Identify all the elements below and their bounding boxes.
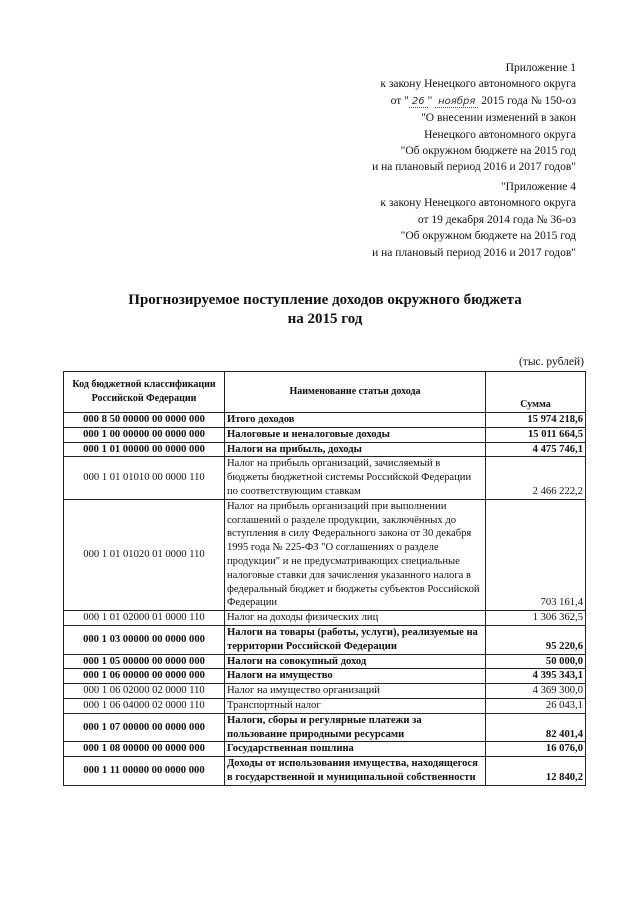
revenue-table — [63, 371, 586, 786]
units-label: (тыс. рублей) — [518, 356, 584, 368]
header-name: Наименование статьи дохода — [225, 372, 486, 413]
title-line: Прогнозируемое поступление доходов окружного бюджета — [128, 292, 522, 308]
name-cell: Государственная пошлина — [225, 742, 486, 757]
name-cell: Налог на имущество организаций — [225, 684, 486, 699]
sum-cell: 4 475 746,1 — [486, 442, 586, 457]
code-cell: 000 1 01 01010 00 0000 110 — [64, 457, 225, 499]
title-line: на 2015 год — [287, 311, 363, 327]
table-row — [64, 713, 586, 742]
code-cell: 000 1 06 04000 02 0000 110 — [64, 698, 225, 713]
handwritten-day: 26 — [409, 96, 428, 108]
header-line: "Об окружном бюджете на 2015 год — [400, 145, 576, 158]
sum-cell: 2 466 222,2 — [486, 457, 586, 499]
header-line: "О внесении изменений в закон — [421, 112, 576, 125]
table-row — [64, 499, 586, 610]
sum-cell: 1 306 362,5 — [486, 611, 586, 626]
header-line: от 19 декабря 2014 года № 36-оз — [417, 213, 576, 226]
header-line: к закону Ненецкого автономного округа — [380, 78, 576, 91]
appendix-1-header — [372, 60, 576, 176]
name-cell: Налог на прибыль организаций при выполнении соглашений о разделе продукции, заключённых до вступления в силу Федерального закона от 30 декабря 1995 года № 225-ФЗ "О соглашениях о разделе продукции" и не предусматривающих специальные налоговые ставки для зачисления указанного налога в федеральный бюджет и бюджеты субъектов Российской Федерации — [225, 499, 486, 610]
table-row — [64, 413, 586, 428]
header-date-line — [372, 93, 576, 110]
name-cell: Налоги на товары (работы, услуги), реализуемые на территории Российской Федерации — [225, 625, 486, 654]
table-row — [64, 742, 586, 757]
code-cell: 000 1 01 02000 01 0000 110 — [64, 611, 225, 626]
name-cell: Налоги на имущество — [225, 669, 486, 684]
table-row — [64, 625, 586, 654]
header-line: и на плановый период 2016 и 2017 годов" — [372, 246, 576, 259]
header-line: к закону Ненецкого автономного округа — [380, 197, 576, 210]
code-cell: 000 1 07 00000 00 0000 000 — [64, 713, 225, 742]
code-cell: 000 8 50 00000 00 0000 000 — [64, 413, 225, 428]
name-cell: Налоги, сборы и регулярные платежи за пользование природными ресурсами — [225, 713, 486, 742]
header-line: и на плановый период 2016 и 2017 годов" — [372, 161, 576, 174]
code-cell: 000 1 06 00000 00 0000 000 — [64, 669, 225, 684]
code-cell: 000 1 05 00000 00 0000 000 — [64, 654, 225, 669]
code-cell: 000 1 11 00000 00 0000 000 — [64, 757, 225, 786]
table-row — [64, 698, 586, 713]
sum-cell: 15 011 664,5 — [486, 427, 586, 442]
table-row — [64, 684, 586, 699]
code-cell: 000 1 08 00000 00 0000 000 — [64, 742, 225, 757]
table-row — [64, 757, 586, 786]
table-row — [64, 611, 586, 626]
code-cell: 000 1 01 00000 00 0000 000 — [64, 442, 225, 457]
header-line: "Об окружном бюджете на 2015 год — [400, 230, 576, 243]
name-cell: Доходы от использования имущества, находящегося в государственной и муниципальной собственности — [225, 757, 486, 786]
name-cell: Итого доходов — [225, 413, 486, 428]
code-cell: 000 1 06 02000 02 0000 110 — [64, 684, 225, 699]
table-row — [64, 442, 586, 457]
table-row — [64, 669, 586, 684]
name-cell: Транспортный налог — [225, 698, 486, 713]
sum-cell: 50 000,0 — [486, 654, 586, 669]
text: от " — [390, 94, 409, 107]
table-row — [64, 427, 586, 442]
document-title — [60, 291, 590, 329]
header-sum: Сумма — [486, 372, 586, 413]
appendix-4-header — [372, 179, 576, 261]
header-line: Приложение 1 — [505, 62, 576, 74]
sum-cell: 15 974 218,6 — [486, 413, 586, 428]
name-cell: Налоговые и неналоговые доходы — [225, 427, 486, 442]
header-line: "Приложение 4 — [500, 181, 576, 193]
table-row — [64, 654, 586, 669]
table-row — [64, 457, 586, 499]
sum-cell: 4 369 300,0 — [486, 684, 586, 699]
sum-cell: 95 220,6 — [486, 625, 586, 654]
header-line: Ненецкого автономного округа — [424, 128, 576, 141]
name-cell: Налог на прибыль организаций, зачисляемый в бюджеты бюджетной системы Российской Федерации по соответствующим ставкам — [225, 457, 486, 499]
sum-cell: 82 401,4 — [486, 713, 586, 742]
sum-cell: 703 161,4 — [486, 499, 586, 610]
code-cell: 000 1 03 00000 00 0000 000 — [64, 625, 225, 654]
name-cell: Налог на доходы физических лиц — [225, 611, 486, 626]
handwritten-month: ноября — [435, 96, 478, 108]
name-cell: Налоги на совокупный доход — [225, 654, 486, 669]
sum-cell: 4 395 343,1 — [486, 669, 586, 684]
sum-cell: 12 840,2 — [486, 757, 586, 786]
name-cell: Налоги на прибыль, доходы — [225, 442, 486, 457]
code-cell: 000 1 00 00000 00 0000 000 — [64, 427, 225, 442]
header-code: Код бюджетной классификации Российской Федерации — [64, 372, 225, 413]
code-cell: 000 1 01 01020 01 0000 110 — [64, 499, 225, 610]
text: " — [427, 94, 436, 107]
text: 2015 года № 150-оз — [478, 94, 576, 107]
sum-cell: 26 043,1 — [486, 698, 586, 713]
sum-cell: 16 076,0 — [486, 742, 586, 757]
